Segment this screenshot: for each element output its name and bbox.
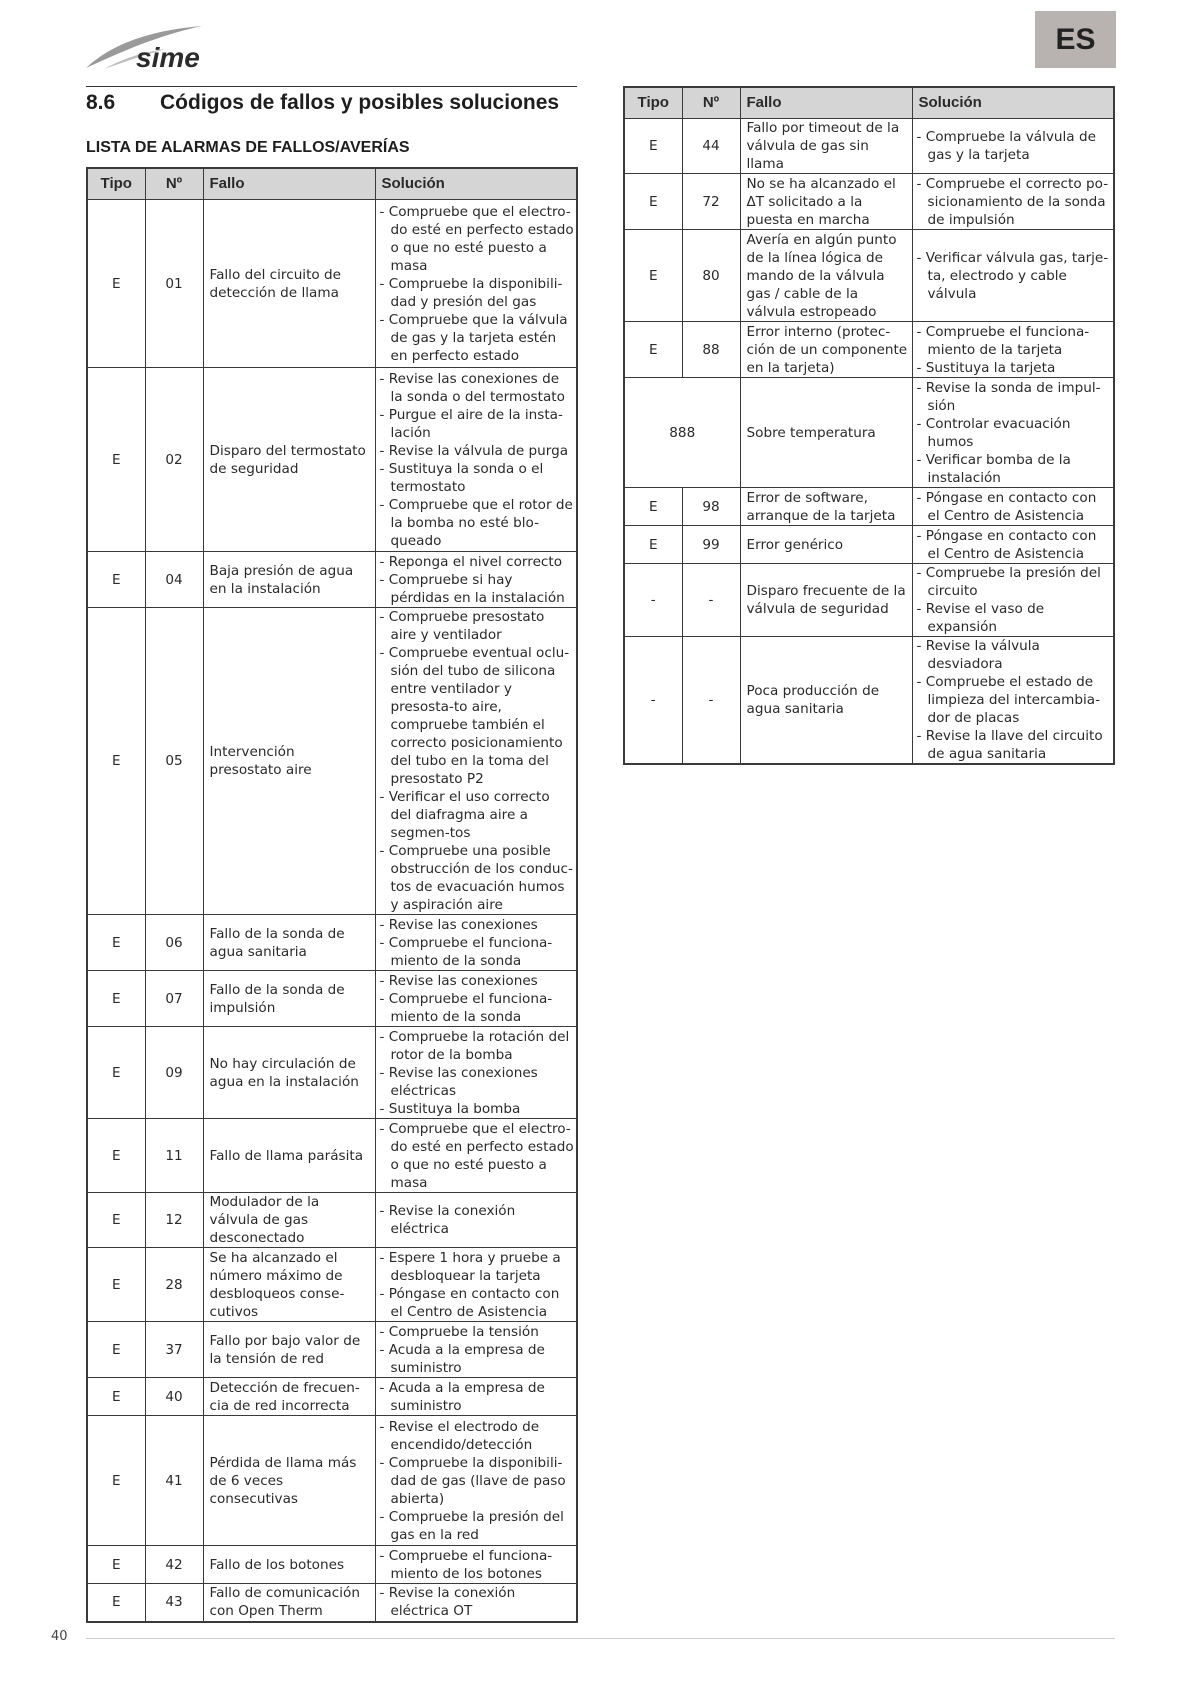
cell-solucion (375, 1119, 577, 1193)
cell-tipo: E (624, 119, 682, 174)
solution-item: - Compruebe el funciona-miento de la sonda (379, 990, 553, 1025)
cell-solucion (375, 200, 577, 368)
cell-solucion (912, 488, 1114, 526)
cell-num: 98 (682, 488, 740, 526)
cell-solucion (375, 1416, 577, 1546)
solution-item: - Compruebe la presión del circuito (916, 565, 1101, 599)
solution-item: - Compruebe eventual oclu-sión del tubo de silicona entre ventilador y presosta-to aire, compruebe también el correcto posicionamiento del tubo en la toma del presostato P2 (379, 645, 570, 787)
solution-item: - Reponga el nivel correcto (379, 553, 563, 570)
table-row (87, 1027, 577, 1119)
page-number: 40 (51, 1629, 68, 1644)
solution-item: - Compruebe que el electro-do esté en perfecto estado o que no esté puesto a masa (379, 203, 574, 274)
cell-num: 28 (145, 1248, 203, 1322)
solution-item: - Compruebe el funciona-miento de la tarjeta (916, 323, 1090, 358)
solution-item: - Controlar evacuación humos (916, 415, 1071, 450)
cell-num: 04 (145, 552, 203, 608)
cell-tipo: E (87, 552, 145, 608)
solution-item: - Verificar el uso correcto del diafragma aire a segmen-tos (379, 789, 550, 841)
cell-tipo: E (624, 230, 682, 322)
cell-solucion (912, 230, 1114, 322)
solution-item: - Compruebe la disponibili-dad y presión del gas (379, 275, 563, 310)
solution-item: - Revise la conexión eléctrica (379, 1203, 516, 1237)
table-row (87, 1584, 577, 1622)
cell-tipo: E (624, 322, 682, 378)
cell-solucion (375, 1378, 577, 1416)
cell-solucion (912, 322, 1114, 378)
section-divider (86, 86, 577, 87)
cell-num: 88 (682, 322, 740, 378)
cell-solucion (375, 915, 577, 971)
cell-tipo: E (87, 915, 145, 971)
cell-fallo: Fallo de la sonda de agua sanitaria (203, 915, 375, 971)
table-header-row (624, 87, 1114, 119)
solution-item: - Revise las conexiones (379, 916, 538, 933)
cell-tipo-num: 888 (624, 378, 740, 488)
cell-num: 11 (145, 1119, 203, 1193)
cell-solucion (912, 564, 1114, 637)
sime-logo (84, 22, 244, 74)
cell-tipo: E (624, 526, 682, 564)
cell-fallo: Fallo por timeout de la válvula de gas sin llama (740, 119, 912, 174)
table-row (87, 1378, 577, 1416)
solution-item: - Compruebe que el rotor de la bomba no esté blo-queado (379, 496, 573, 549)
cell-num: 01 (145, 200, 203, 368)
solution-item: - Revise las conexiones (379, 972, 538, 989)
solution-item: - Compruebe la válvula de gas y la tarjeta (916, 129, 1096, 163)
cell-fallo: Intervención presostato aire (203, 608, 375, 915)
table-row (624, 230, 1114, 322)
table-row (87, 368, 577, 552)
cell-num: 44 (682, 119, 740, 174)
solution-item: - Revise la sonda de impul-sión (916, 379, 1101, 414)
cell-num: 02 (145, 368, 203, 552)
cell-solucion (375, 1584, 577, 1622)
cell-fallo: Error genérico (740, 526, 912, 564)
solution-item: - Compruebe la presión del gas en la red (379, 1508, 564, 1543)
table-row (87, 1248, 577, 1322)
solution-item: - Póngase en contacto con el Centro de Asistencia (379, 1285, 560, 1320)
solution-item: - Compruebe presostato aire y ventilador (379, 609, 545, 643)
cell-num: 99 (682, 526, 740, 564)
solution-item: - Sustituya la sonda o el termostato (379, 460, 544, 495)
cell-num: 42 (145, 1546, 203, 1584)
cell-solucion (375, 1027, 577, 1119)
solution-item: - Revise las conexiones de la sonda o del termostato (379, 370, 565, 405)
cell-solucion (375, 1546, 577, 1584)
cell-solucion (375, 1322, 577, 1378)
cell-fallo: Fallo por bajo valor de la tensión de red (203, 1322, 375, 1378)
cell-num: 43 (145, 1584, 203, 1622)
cell-tipo: E (87, 608, 145, 915)
solution-item: - Póngase en contacto con el Centro de Asistencia (916, 527, 1097, 562)
solution-item: - Compruebe que la válvula de gas y la tarjeta estén en perfecto estado (379, 311, 568, 364)
solution-item: - Compruebe la tensión (379, 1323, 539, 1340)
table-row (624, 564, 1114, 637)
col-header-tipo: Tipo (624, 87, 682, 119)
cell-tipo: E (87, 1248, 145, 1322)
cell-fallo: Disparo frecuente de la válvula de seguridad (740, 564, 912, 637)
table-row (87, 915, 577, 971)
solution-item: - Espere 1 hora y pruebe a desbloquear la tarjeta (379, 1249, 561, 1284)
cell-fallo: No hay circulación de agua en la instalación (203, 1027, 375, 1119)
cell-tipo: E (87, 1027, 145, 1119)
solution-item: - Compruebe la rotación del rotor de la bomba (379, 1028, 570, 1063)
cell-fallo: Disparo del termostato de seguridad (203, 368, 375, 552)
table-row (624, 119, 1114, 174)
solution-item: - Revise el vaso de expansión (916, 601, 1045, 635)
cell-num: 09 (145, 1027, 203, 1119)
cell-tipo: - (624, 564, 682, 637)
cell-solucion (375, 1193, 577, 1248)
table-row (87, 1416, 577, 1546)
solution-item: - Revise la conexión eléctrica OT (379, 1585, 516, 1620)
solution-item: - Revise las conexiones eléctricas (379, 1064, 538, 1099)
solution-item: - Sustituya la bomba (379, 1100, 521, 1117)
solution-item: - Revise la válvula desviadora (916, 638, 1040, 672)
solution-item: - Purgue el aire de la insta-lación (379, 406, 563, 441)
solution-item: - Compruebe si hay pérdidas en la instalación (379, 571, 565, 606)
solution-item: - Revise el electrodo de encendido/detección (379, 1418, 540, 1453)
cell-fallo: Sobre temperatura (740, 378, 912, 488)
cell-fallo: Avería en algún punto de la línea lógica de mando de la válvula gas / cable de la válvula estropeado (740, 230, 912, 322)
cell-tipo: E (87, 368, 145, 552)
fault-table-right-body (624, 119, 1114, 765)
cell-solucion (375, 552, 577, 608)
table-row (87, 1193, 577, 1248)
col-header-fallo: Fallo (740, 87, 912, 119)
cell-num: 06 (145, 915, 203, 971)
cell-solucion (375, 1248, 577, 1322)
table-row (624, 488, 1114, 526)
fault-table-right (623, 86, 1115, 765)
solution-item: - Verificar bomba de la instalación (916, 451, 1071, 486)
cell-fallo: Poca producción de agua sanitaria (740, 637, 912, 765)
col-header-tipo: Tipo (87, 168, 145, 200)
cell-tipo: - (624, 637, 682, 765)
cell-fallo: Pérdida de llama más de 6 veces consecutivas (203, 1416, 375, 1546)
fault-table-left (86, 167, 578, 1623)
cell-fallo: Fallo de los botones (203, 1546, 375, 1584)
table-row (87, 608, 577, 915)
cell-num: 07 (145, 971, 203, 1027)
cell-solucion (912, 378, 1114, 488)
cell-num: 72 (682, 174, 740, 230)
col-header-solucion: Solución (375, 168, 577, 200)
cell-tipo: E (624, 174, 682, 230)
solution-item: - Compruebe la disponibili-dad de gas (llave de paso abierta) (379, 1454, 566, 1507)
solution-item: - Revise la llave del circuito de agua sanitaria (916, 728, 1103, 762)
cell-solucion (912, 526, 1114, 564)
table-row (87, 1322, 577, 1378)
cell-solucion (912, 174, 1114, 230)
cell-fallo: Fallo de la sonda de impulsión (203, 971, 375, 1027)
solution-item: - Compruebe el funciona-miento de los botones (379, 1547, 553, 1582)
cell-fallo: Fallo del circuito de detección de llama (203, 200, 375, 368)
list-title: LISTA DE ALARMAS DE FALLOS/AVERÍAS (86, 139, 410, 156)
solution-item: - Compruebe el estado de limpieza del intercambia-dor de placas (916, 674, 1101, 726)
cell-tipo: E (87, 1193, 145, 1248)
cell-fallo: Error interno (protec-ción de un componente en la tarjeta) (740, 322, 912, 378)
cell-fallo: No se ha alcanzado el ΔT solicitado a la puesta en marcha (740, 174, 912, 230)
solution-item: - Sustituya la tarjeta (916, 359, 1056, 376)
solution-item: - Verificar válvula gas, tarje-ta, electrodo y cable válvula (916, 249, 1109, 302)
cell-fallo: Baja presión de agua en la instalación (203, 552, 375, 608)
cell-fallo: Se ha alcanzado el número máximo de desbloqueos conse-cutivos (203, 1248, 375, 1322)
table-row (87, 200, 577, 368)
cell-fallo: Detección de frecuen-cia de red incorrecta (203, 1378, 375, 1416)
section-title: Códigos de fallos y posibles soluciones (160, 91, 560, 114)
table-row (87, 971, 577, 1027)
solution-item: - Compruebe que el electro-do esté en perfecto estado o que no esté puesto a masa (379, 1120, 574, 1191)
cell-tipo: E (87, 1378, 145, 1416)
cell-solucion (912, 637, 1114, 765)
language-badge: ES (1035, 11, 1116, 68)
cell-num: 40 (145, 1378, 203, 1416)
cell-fallo: Fallo de llama parásita (203, 1119, 375, 1193)
cell-num: 41 (145, 1416, 203, 1546)
solution-item: - Compruebe el correcto po-sicionamiento de la sonda de impulsión (916, 175, 1109, 228)
solution-item: - Acuda a la empresa de suministro (379, 1341, 545, 1376)
cell-tipo: E (87, 1416, 145, 1546)
solution-item: - Póngase en contacto con el Centro de Asistencia (916, 489, 1097, 524)
table-row (624, 378, 1114, 488)
section-number: 8.6 (86, 91, 116, 114)
col-header-solucion: Solución (912, 87, 1114, 119)
cell-solucion (912, 119, 1114, 174)
cell-num: - (682, 564, 740, 637)
col-header-num: Nº (682, 87, 740, 119)
cell-tipo: E (87, 1584, 145, 1622)
cell-solucion (375, 971, 577, 1027)
table-header-row (87, 168, 577, 200)
solution-item: - Acuda a la empresa de suministro (379, 1379, 545, 1414)
cell-tipo: E (87, 1546, 145, 1584)
cell-num: 05 (145, 608, 203, 915)
cell-tipo: E (87, 1119, 145, 1193)
cell-tipo: E (87, 1322, 145, 1378)
cell-fallo: Error de software, arranque de la tarjeta (740, 488, 912, 526)
cell-num: - (682, 637, 740, 765)
table-row (624, 322, 1114, 378)
cell-tipo: E (87, 971, 145, 1027)
brand-name: sime (136, 42, 200, 73)
table-row (87, 1546, 577, 1584)
col-header-fallo: Fallo (203, 168, 375, 200)
cell-tipo: E (87, 200, 145, 368)
solution-item: - Compruebe una posible obstrucción de los conduc-tos de evacuación humos y aspiración aire (379, 843, 573, 913)
cell-num: 12 (145, 1193, 203, 1248)
cell-tipo: E (624, 488, 682, 526)
cell-num: 37 (145, 1322, 203, 1378)
cell-solucion (375, 608, 577, 915)
table-row (87, 552, 577, 608)
cell-fallo: Modulador de la válvula de gas desconectado (203, 1193, 375, 1248)
table-row (624, 526, 1114, 564)
section-heading (86, 88, 577, 118)
table-row (624, 174, 1114, 230)
solution-item: - Compruebe el funciona-miento de la sonda (379, 934, 553, 969)
cell-solucion (375, 368, 577, 552)
cell-num: 80 (682, 230, 740, 322)
table-row (624, 637, 1114, 765)
col-header-num: Nº (145, 168, 203, 200)
solution-item: - Revise la válvula de purga (379, 442, 569, 459)
footer-divider (86, 1638, 1115, 1639)
table-row (87, 1119, 577, 1193)
cell-fallo: Fallo de comunicación con Open Therm (203, 1584, 375, 1622)
fault-table-left-body (87, 200, 577, 1622)
